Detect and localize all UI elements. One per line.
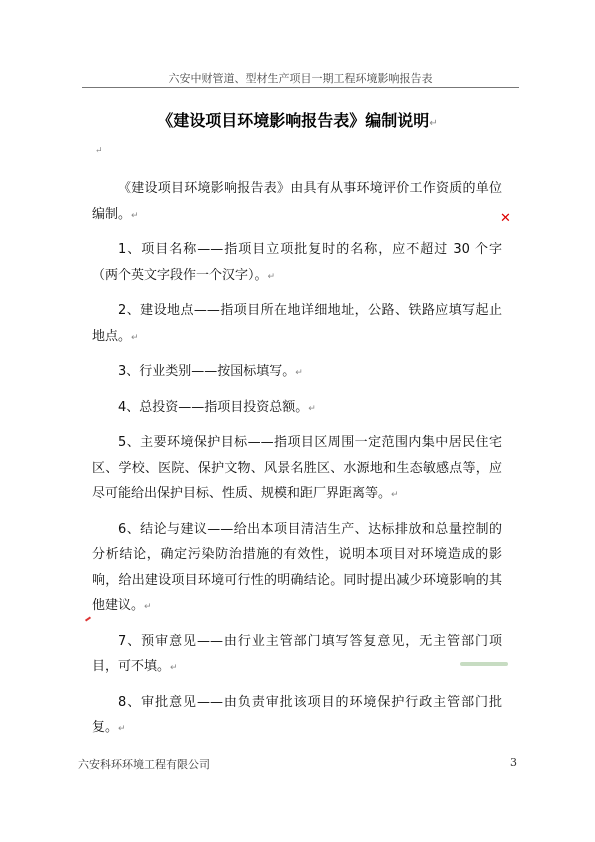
body-paragraph (92, 517, 502, 621)
body-paragraph (92, 359, 502, 387)
body-paragraph (92, 395, 502, 423)
body-paragraph (92, 430, 502, 509)
paragraph-mark-icon: ↵ (170, 663, 178, 673)
paragraph-text: 《建设项目环境影响报告表》由具有从事环境评价工作资质的单位编制。 (92, 181, 502, 222)
running-header: 六安中财管道、型材生产项目一期工程环境影响报告表 (168, 72, 433, 85)
page-title (0, 108, 595, 131)
body-paragraph (92, 298, 502, 351)
paragraph-mark-icon: ↵ (295, 368, 303, 378)
paragraph-mark-icon: ↵ (144, 602, 152, 612)
paragraph-text: 8、审批意见——由负责审批该项目的环境保护行政主管部门批复。 (92, 694, 502, 735)
page-number: 3 (510, 756, 517, 769)
document-body (92, 176, 502, 751)
red-tick-mark (85, 616, 91, 621)
page-title-text: 《建设项目环境影响报告表》编制说明 (157, 111, 430, 130)
footer-company: 六安科环环境工程有限公司 (78, 758, 210, 771)
paragraph-mark-icon: ↵ (95, 146, 103, 156)
paragraph-text: 1、项目名称——指项目立项批复时的名称，应不超过 30 个字（两个英文字段作一个汉字）。 (92, 242, 502, 283)
paragraph-text: 7、预审意见——由行业主管部门填写答复意见，无主管部门项目，可不填。 (92, 633, 502, 674)
paragraph-text: 5、主要环境保护目标——指项目区周围一定范围内集中居民住宅区、学校、医院、保护文物、风景名胜区、水源地和生态敏感点等，应尽可能给出保护目标、性质、规模和距厂界距离等。 (92, 435, 502, 501)
green-smudge-mark (460, 662, 508, 666)
paragraph-mark-icon: ↵ (267, 271, 276, 282)
paragraph-mark-icon: ↵ (308, 403, 316, 414)
red-x-annotation-icon: ✕ (500, 211, 511, 226)
paragraph-text: 4、总投资——指项目投资总额。 (118, 399, 309, 415)
paragraph-mark-icon: ↵ (429, 118, 438, 129)
paragraph-mark-icon: ↵ (131, 210, 139, 221)
body-paragraph (92, 176, 502, 229)
paragraph-text: 2、建设地点——指项目所在地详细地址，公路、铁路应填写起止地点。 (92, 303, 502, 344)
paragraph-mark-icon: ↵ (118, 724, 126, 734)
body-paragraph (92, 237, 502, 290)
paragraph-text: 6、结论与建议——给出本项目清洁生产、达标排放和总量控制的分析结论，确定污染防治措施的有效性，说明本项目对环境造成的影响，给出建设项目环境可行性的明确结论。同时提出减少环境影响的其他建议。 (92, 521, 502, 613)
header-divider (82, 87, 519, 88)
paragraph-mark-icon: ↵ (131, 332, 139, 343)
body-paragraph (92, 629, 502, 682)
body-paragraph (92, 690, 502, 743)
paragraph-mark-icon: ↵ (391, 490, 399, 500)
paragraph-text: 3、行业类别——按国标填写。 (118, 364, 296, 379)
